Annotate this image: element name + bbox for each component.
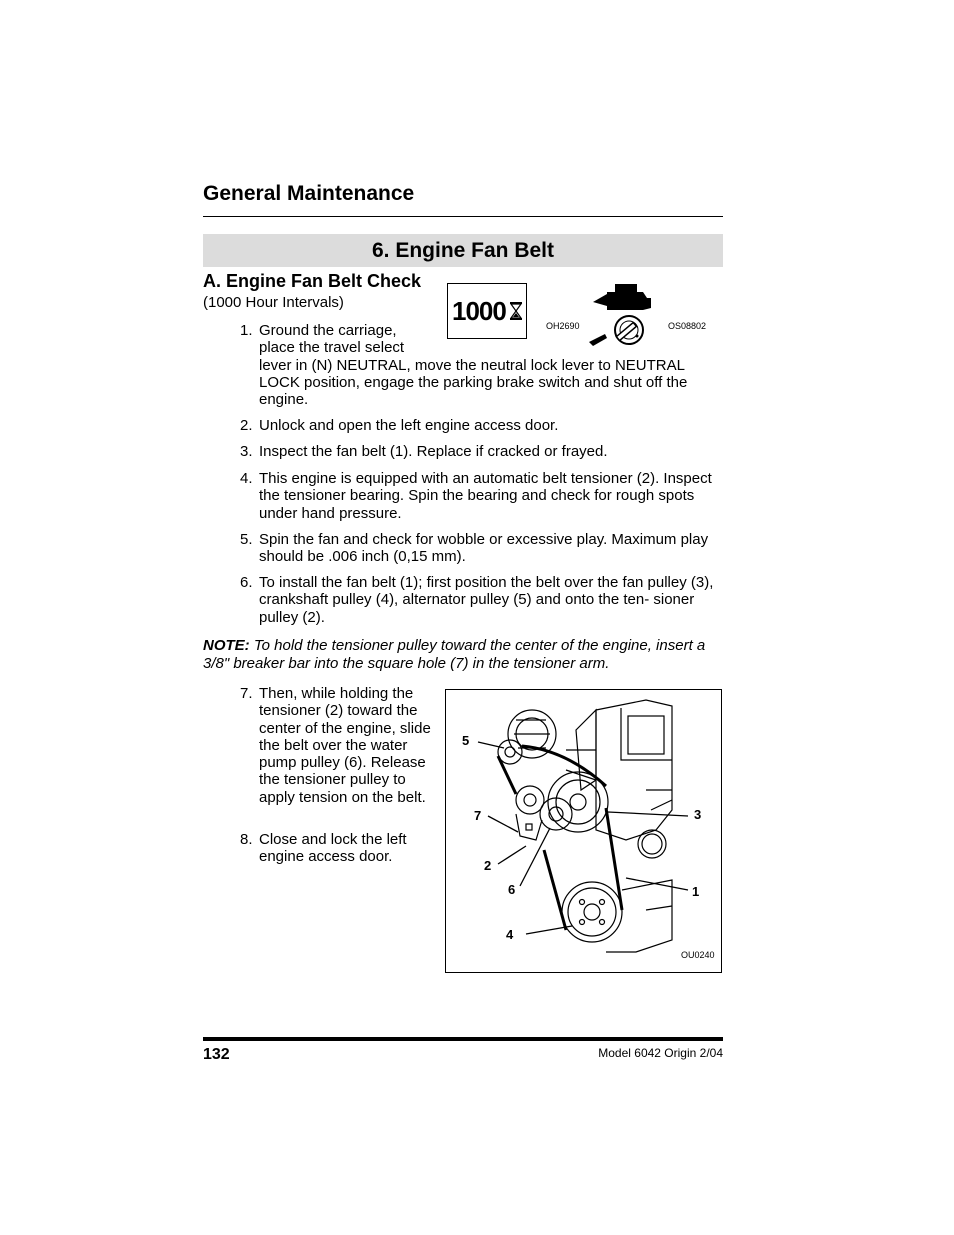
callout-3: 3 bbox=[694, 807, 702, 822]
step-text: Unlock and open the left engine access door. bbox=[259, 417, 559, 434]
key-icon-code: OS08802 bbox=[668, 321, 707, 331]
hourglass-icon bbox=[509, 302, 523, 320]
step-number: 1. bbox=[240, 322, 253, 339]
note bbox=[203, 637, 723, 673]
engine-icon-code: OH2690 bbox=[546, 321, 580, 331]
note-label: NOTE: bbox=[203, 637, 250, 654]
note-text: To hold the tensioner pulley toward the center of the engine, insert a 3/8" breaker bar into the square hole (7) in the tensioner arm. bbox=[203, 637, 706, 672]
step-8 bbox=[240, 831, 440, 866]
callout-7: 7 bbox=[474, 808, 482, 823]
step-2 bbox=[240, 417, 723, 434]
step-text: Inspect the fan belt (1). Replace if cracked or frayed. bbox=[259, 443, 608, 460]
interval-text: (1000 Hour Intervals) bbox=[203, 294, 344, 311]
step-number: 7. bbox=[240, 685, 253, 702]
footer-divider bbox=[203, 1037, 723, 1041]
step-4 bbox=[240, 470, 723, 522]
step-text: Close and lock the left engine access door. bbox=[259, 831, 407, 866]
callout-6: 6 bbox=[508, 882, 516, 897]
step-text: To install the fan belt (1); first position the belt over the fan pulley (3), crankshaft pulley (4), alternator pulley (5) and onto the ten- sioner pulley (2). bbox=[259, 574, 714, 626]
step-3 bbox=[240, 443, 723, 460]
step-text: This engine is equipped with an automatic belt tensioner (2). Inspect the tensioner bearing. Spin the bearing and check for rough spots under hand pressure. bbox=[259, 470, 712, 522]
step-text: lever in (N) NEUTRAL, move the neutral lock lever to NEUTRAL LOCK position, engage the parking brake switch and shut off the engine. bbox=[259, 356, 688, 409]
page-number: 132 bbox=[203, 1046, 230, 1063]
callout-5: 5 bbox=[462, 733, 470, 748]
step-number: 2. bbox=[240, 417, 253, 434]
step-number: 5. bbox=[240, 531, 253, 548]
step-number: 4. bbox=[240, 470, 253, 487]
subsection-heading: A. Engine Fan Belt Check bbox=[203, 271, 422, 291]
callout-4: 4 bbox=[506, 927, 514, 942]
model-origin: Model 6042 Origin 2/04 bbox=[598, 1046, 723, 1060]
callout-2: 2 bbox=[484, 858, 492, 873]
step-7 bbox=[240, 685, 440, 806]
step-number: 3. bbox=[240, 443, 253, 460]
section-title: General Maintenance bbox=[203, 182, 415, 205]
step-text-line: place the travel select bbox=[259, 339, 405, 357]
engine-belt-figure bbox=[445, 689, 722, 973]
step-text-line: Ground the carriage, bbox=[259, 322, 397, 339]
engine-belt-illustration bbox=[446, 690, 721, 972]
step-5 bbox=[240, 531, 723, 566]
step-1 bbox=[240, 322, 723, 408]
title-divider bbox=[203, 216, 723, 217]
step-number: 8. bbox=[240, 831, 253, 848]
hour-meter-value: 1000 bbox=[452, 295, 506, 326]
step-number: 6. bbox=[240, 574, 253, 591]
callout-1: 1 bbox=[692, 884, 700, 899]
step-6 bbox=[240, 574, 723, 626]
step-text: Then, while holding the tensioner (2) toward the center of the engine, slide the belt over the water pump pulley (6). Release the tensioner pulley to apply tension on the belt. bbox=[259, 685, 431, 806]
figure-code: OU0240 bbox=[681, 950, 715, 960]
step-text: Spin the fan and check for wobble or excessive play. Maximum play should be .006 inch (0,15 mm). bbox=[259, 531, 709, 566]
chapter-banner: 6. Engine Fan Belt bbox=[203, 234, 723, 267]
